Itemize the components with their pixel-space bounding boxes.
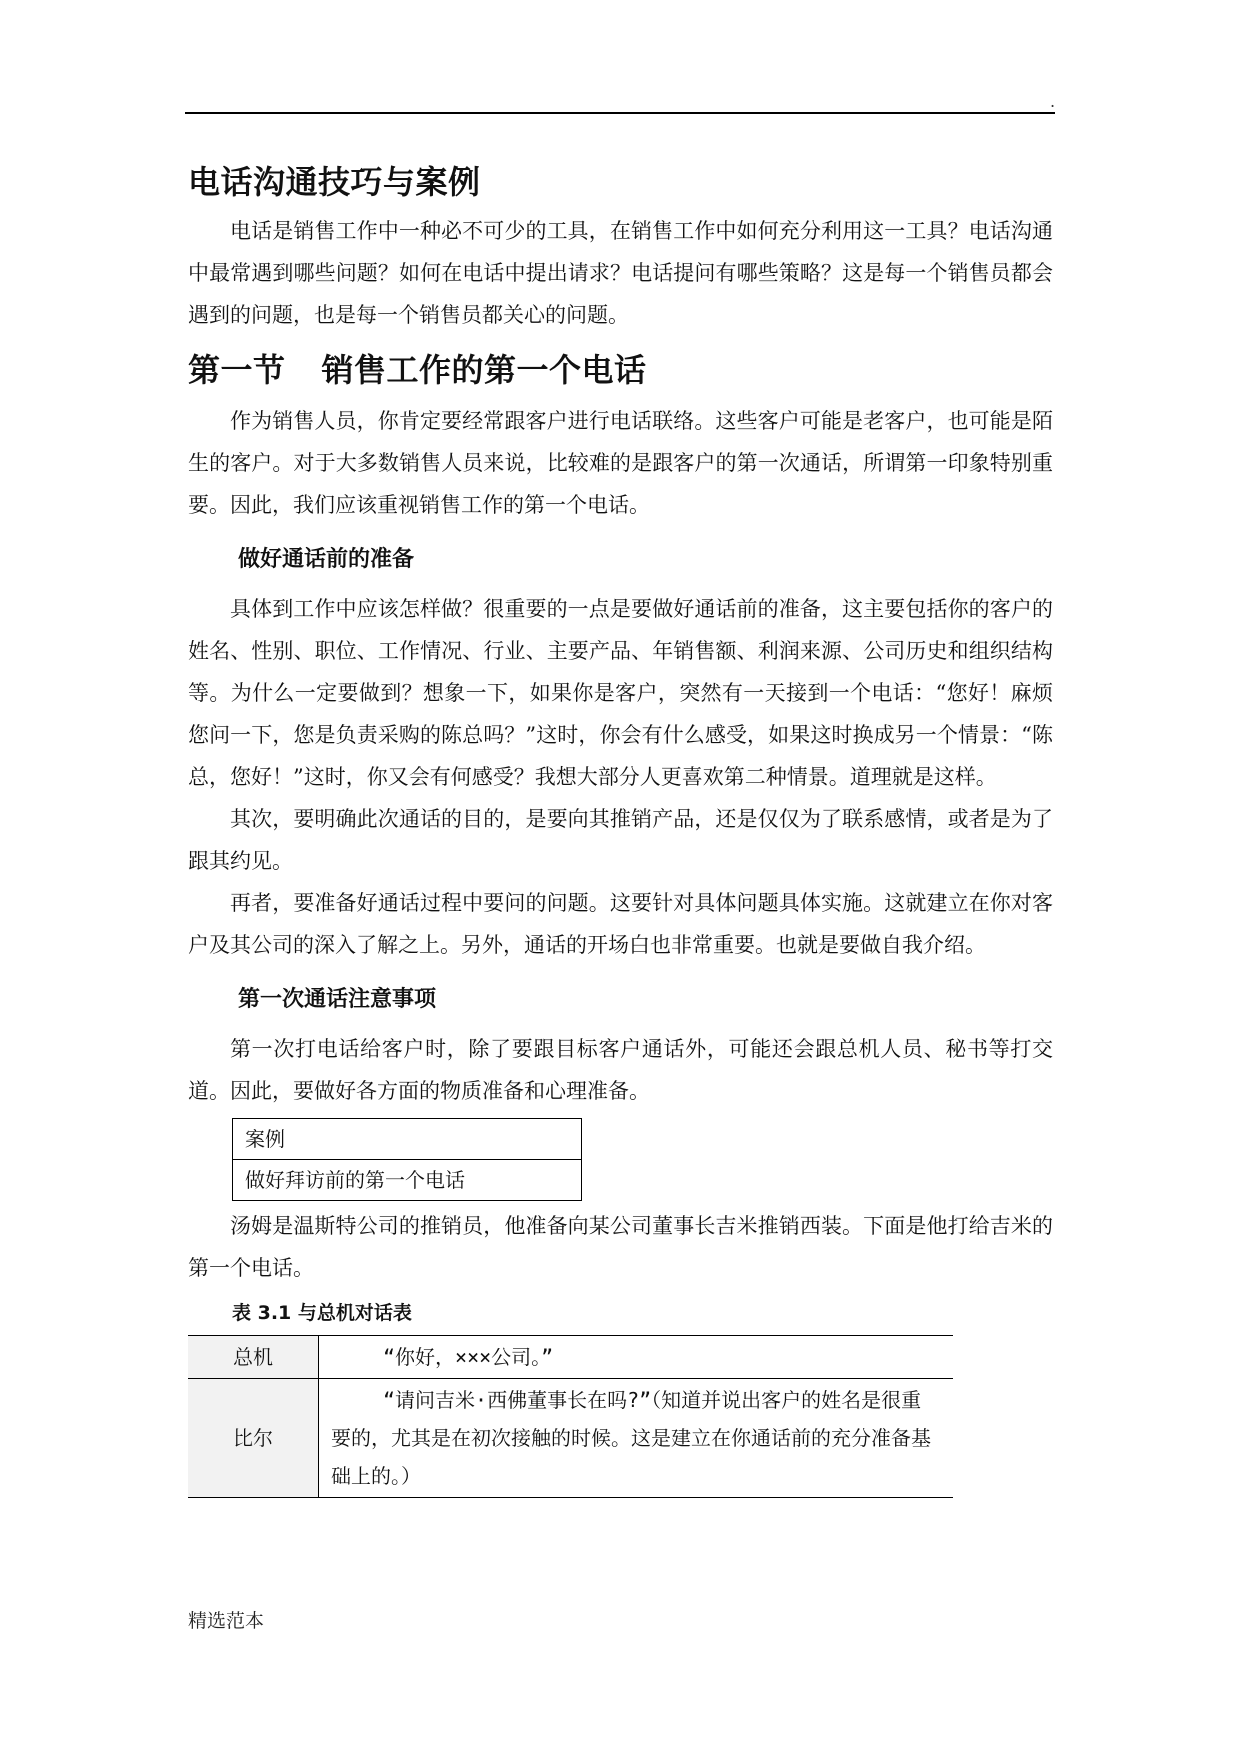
case-box	[232, 1118, 582, 1201]
dialog-cell	[319, 1379, 954, 1498]
table-caption: 表 3.1 与总机对话表	[232, 1302, 412, 1324]
subsection-heading-first-call: 第一次通话注意事项	[238, 987, 437, 1012]
section-heading	[188, 344, 1053, 396]
document-body	[188, 158, 1053, 1498]
table-row	[188, 1336, 953, 1379]
case-paragraph: 汤姆是温斯特公司的推销员，他准备向某公司董事长吉米推销西装。下面是他打给吉米的第一个电话。	[188, 1214, 1053, 1280]
preparation-paragraph-1: 具体到工作中应该怎样做？很重要的一点是要做好通话前的准备，这主要包括你的客户的姓名、性别、职位、工作情况、行业、主要产品、年销售额、利润来源、公司历史和组织结构等。为什么一定要做到？想象一下，如果你是客户，突然有一天接到一个电话：“您好！麻烦您问一下，您是负责采购的陈总吗？”这时，你会有什么感受，如果这时换成另一个情景：“陈总，您好！”这时，你又会有何感受？我想大部分人更喜欢第二种情景。道理就是这样。	[188, 597, 1053, 789]
section-number: 第一节	[188, 351, 286, 389]
document-title: 电话沟通技巧与案例	[188, 163, 481, 201]
case-label: 案例	[233, 1119, 582, 1160]
header-rule	[185, 112, 1055, 114]
dialog-cell	[319, 1336, 954, 1379]
header-mark: .	[1050, 92, 1056, 111]
first-call-paragraph: 第一次打电话给客户时，除了要跟目标客户通话外，可能还会跟总机人员、秘书等打交道。因此，要做好各方面的物质准备和心理准备。	[188, 1037, 1053, 1103]
preparation-paragraph-2: 其次，要明确此次通话的目的，是要向其推销产品，还是仅仅为了联系感情，或者是为了跟其约见。	[188, 807, 1053, 873]
dialog-table	[188, 1335, 953, 1498]
dialog-note: （知道并说出客户的姓名是很重要的，尤其是在初次接触的时候。这是建立在你通话前的充分准备基础上的。）	[331, 1388, 931, 1488]
subsection-heading-preparation: 做好通话前的准备	[238, 547, 415, 572]
speaker-cell: 比尔	[188, 1379, 319, 1498]
table-row	[188, 1379, 953, 1498]
preparation-paragraph-3: 再者，要准备好通话过程中要问的问题。这要针对具体问题具体实施。这就建立在你对客户及其公司的深入了解之上。另外，通话的开场白也非常重要。也就是要做自我介绍。	[188, 891, 1053, 957]
section-title: 销售工作的第一个电话	[321, 351, 647, 389]
dialog-quote: “你好，×××公司。”	[383, 1345, 554, 1369]
intro-paragraph: 电话是销售工作中一种必不可少的工具，在销售工作中如何充分利用这一工具？电话沟通中最常遇到哪些问题？如何在电话中提出请求？电话提问有哪些策略？这是每一个销售员都会遇到的问题，也是每一个销售员都关心的问题。	[188, 219, 1053, 327]
speaker-cell: 总机	[188, 1336, 319, 1379]
section-paragraph: 作为销售人员，你肯定要经常跟客户进行电话联络。这些客户可能是老客户，也可能是陌生的客户。对于大多数销售人员来说，比较难的是跟客户的第一次通话，所谓第一印象特别重要。因此，我们应该重视销售工作的第一个电话。	[188, 409, 1053, 517]
case-title: 做好拜访前的第一个电话	[233, 1160, 582, 1201]
footer-text: 精选范本	[188, 1610, 265, 1632]
dialog-quote: “请问吉米·西佛董事长在吗?”	[383, 1388, 652, 1412]
